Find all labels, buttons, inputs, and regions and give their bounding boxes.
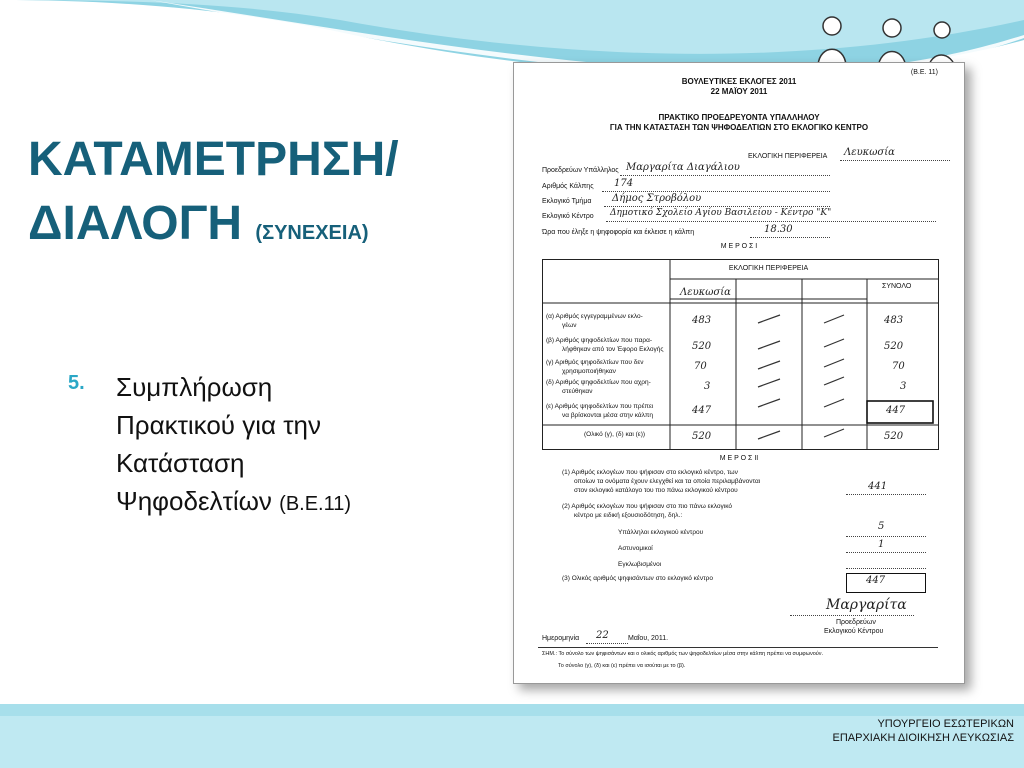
form-heading-3: ΠΡΑΚΤΙΚΟ ΠΡΟΕΔΡΕΥΟΝΤΑ ΥΠΑΛΛΗΛΟΥ: [658, 113, 820, 122]
district-value: Λευκωσία: [844, 147, 895, 158]
row-total: 447: [886, 405, 906, 416]
row-value: 520: [692, 341, 712, 352]
sub-item-label: Υπάλληλοι εκλογικού κέντρου: [618, 529, 704, 536]
bullet-line: Κατάσταση: [116, 448, 245, 478]
field-value: Μαργαρίτα Διαγάλιου: [626, 162, 740, 173]
bullet-suffix: (Β.Ε.11): [279, 493, 352, 515]
footer-bar: [0, 704, 1024, 768]
scanned-form-document: [513, 62, 965, 684]
footer-district-administration: ΕΠΑΡΧΙΑΚΗ ΔΙΟΙΚΗΣΗ ΛΕΥΚΩΣΙΑΣ: [832, 732, 1014, 744]
note-1: ΣΗΜ.: Το σύνολο των ψηφισάντων και ο ολικός αριθμός των ψηφοδελτίων μέσα στην κάλπη πρέπει να συμφωνούν.: [542, 651, 824, 657]
bullet-line-last: [116, 482, 496, 523]
row-value: 447: [692, 405, 712, 416]
row-label: (ε) Αριθμός ψηφοδελτίων που πρέπει: [546, 403, 654, 410]
part-2-item-3-value: 447: [866, 575, 886, 586]
signature-role-1: Προεδρεύων: [836, 619, 876, 626]
part-2-item-1-line-1: (1) Αριθμός εκλογέων που ψήφισαν στο εκλογικό κέντρο, των: [562, 469, 738, 476]
footer-ministry: ΥΠΟΥΡΓΕΙΟ ΕΣΩΤΕΡΙΚΩΝ: [877, 718, 1014, 730]
date-day: 22: [596, 630, 609, 641]
row-total: 483: [884, 315, 904, 326]
date-label: Ημερομηνία: [542, 635, 580, 642]
part-2-item-2-line-2: κέντρο με ειδική εξουσιοδότηση, δηλ.:: [574, 512, 683, 519]
bullet-line: Πρακτικού για την: [116, 410, 321, 440]
part-1-heading: Μ Ε Ρ Ο Σ Ι: [720, 243, 758, 250]
row-value: 70: [694, 361, 707, 372]
table-header-total: ΣΥΝΟΛΟ: [882, 283, 912, 290]
sub-item-label: Αστυνομικοί: [618, 545, 653, 552]
bullet-text: [116, 368, 496, 523]
row-total: 520: [884, 431, 904, 442]
title-suffix: (ΣΥΝΕΧΕΙΑ): [255, 222, 369, 244]
row-label: στεύθηκαν: [562, 388, 593, 395]
row-value: 483: [692, 315, 712, 326]
title-line-2: [28, 192, 399, 265]
row-value: 3: [704, 381, 711, 392]
field-value: 18.30: [764, 224, 793, 235]
cartoon-people-illustration: [810, 10, 960, 70]
row-label: να βρίσκονται μέσα στην κάλπη: [562, 412, 653, 419]
title-line-1: ΚΑΤΑΜΕΤΡΗΣΗ/: [28, 133, 399, 186]
row-label: γέων: [562, 322, 577, 329]
slide-title: [28, 128, 399, 265]
field-label: Αριθμός Κάλπης: [542, 183, 594, 190]
signature-role-2: Εκλογικού Κέντρου: [824, 628, 884, 635]
signature: Μαργαρίτα: [826, 597, 907, 613]
field-value: Δήμος Στροβόλου: [612, 193, 702, 204]
row-label: (γ) Αριθμός ψηφοδελτίων που δεν: [546, 359, 644, 366]
table-column-district: Λευκωσία: [680, 287, 731, 298]
date-rest: Μαΐου, 2011.: [628, 635, 669, 642]
field-label: Προεδρεύων Υπάλληλος: [542, 167, 619, 174]
sub-item-value: 1: [878, 539, 885, 550]
note-2: Το σύνολο (γ), (δ) και (ε) πρέπει να ισούται με το (β).: [558, 663, 686, 669]
table-header-district: ΕΚΛΟΓΙΚΗ ΠΕΡΙΦΕΡΕΙΑ: [728, 265, 809, 272]
title-line-2-main: ΔΙΑΛΟΓΗ: [28, 197, 243, 250]
sub-item-label: Εγκλωβισμένοι: [618, 561, 662, 568]
row-total: 3: [900, 381, 907, 392]
district-label: ΕΚΛΟΓΙΚΗ ΠΕΡΙΦΕΡΕΙΑ: [748, 153, 828, 160]
field-label: Εκλογικό Κέντρο: [542, 213, 594, 220]
row-label: (β) Αριθμός ψηφοδελτίων που παρα-: [546, 337, 653, 344]
form-code: (B.E. 11): [910, 69, 938, 76]
row-label: (δ) Αριθμός ψηφοδελτίων που αχρη-: [546, 379, 651, 386]
field-label: Ώρα που έληξε η ψηφοφορία και έκλεισε η κάλπη: [542, 229, 695, 236]
row-total: 70: [892, 361, 905, 372]
part-2-item-1-line-3: στον εκλογικό κατάλογο του πιο πάνω εκλογικού κέντρου: [574, 487, 738, 494]
form-heading-4: ΓΙΑ ΤΗΝ ΚΑΤΑΣΤΑΣΗ ΤΩΝ ΨΗΦΟΔΕΛΤΙΩΝ ΣΤΟ ΕΚΛΟΓΙΚΟ ΚΕΝΤΡΟ: [609, 123, 869, 132]
part-2-item-1-value: 441: [868, 481, 888, 492]
bullet-line: Ψηφοδελτίων: [116, 486, 272, 516]
row-total: 520: [884, 341, 904, 352]
part-2-item-3: (3) Ολικός αριθμός ψηφισάντων στο εκλογικό κέντρο: [562, 575, 713, 582]
part-2-item-1-line-2: οποίων τα ονόματα έχουν ελεγχθεί και τα οποία περιλαμβάνονται: [574, 478, 761, 485]
row-label: χρησιμοποιήθηκαν: [562, 368, 616, 375]
field-value: Δημοτικό Σχολείο Αγίου Βασιλείου - Κέντρο "Κ": [610, 208, 832, 218]
sub-item-value: 5: [878, 521, 885, 532]
form-heading-2: 22 ΜΑΪΟΥ 2011: [710, 87, 768, 96]
bullet-number: 5.: [68, 372, 85, 394]
field-value: 174: [614, 178, 634, 189]
row-value: 520: [692, 431, 712, 442]
total-voters-box: [846, 573, 926, 593]
part-2-item-2-line-1: (2) Αριθμός εκλογέων που ψήφισαν στο πιο πάνω εκλογικό: [562, 503, 733, 510]
row-label: (α) Αριθμός εγγεγραμμένων εκλο-: [546, 313, 643, 320]
row-label: (Ολικό (γ), (δ) και (ε)): [584, 431, 646, 438]
form-heading-1: ΒΟΥΛΕΥΤΙΚΕΣ ΕΚΛΟΓΕΣ 2011: [681, 77, 797, 86]
part-2-heading: Μ Ε Ρ Ο Σ ΙΙ: [719, 455, 759, 462]
field-label: Εκλογικό Τμήμα: [542, 198, 592, 205]
bullet-line: Συμπλήρωση: [116, 372, 273, 402]
row-label: λήφθηκαν από τον Έφορο Εκλογής: [562, 346, 664, 353]
